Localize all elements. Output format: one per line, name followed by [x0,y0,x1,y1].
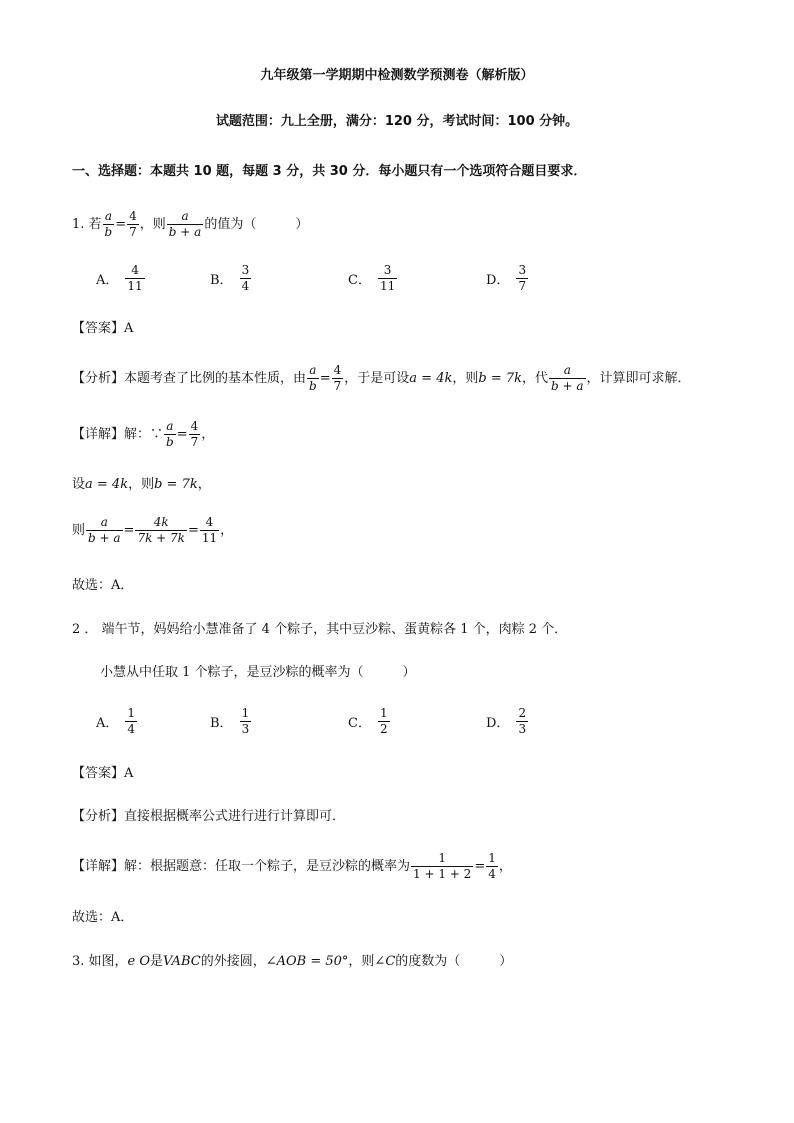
q2-detail: 【详解】 解：根据题意：任取一个粽子，是豆沙粽的概率为 $\frac{1}{1 + 1 + 2}$ = $\frac{1}{4}$ ， [72,851,512,881]
q2-answer: 【答案】 A [72,766,134,781]
page-title: 九年级第一学期期中检测数学预测卷（解析版） [260,68,534,83]
q1-choose: 故选：A． [72,578,134,593]
q2-option-a[interactable]: A． $\frac{1}{4}$ [96,706,136,736]
q1-stem: 1. 若 $\frac{a}{b}$ = $\frac{4}{7}$ ，则 $\frac{a}{b + a}$ 的值为（ ） [72,209,309,239]
q3-stem: 3. 如图， e O 是 VABC 的外接圆， ∠AOB = 50° ，则 ∠C 的度数为（ ） [72,954,513,969]
q2-stem-line1: 2 ． 端午节，妈妈给小慧准备了 4 个粽子，其中豆沙粽、蛋黄粽各 1 个，肉粽 2 个． [72,622,568,637]
section-heading: 一、选择题：本题共 10 题，每题 3 分，共 30 分．每小题只有一个选项符合题目要求． [72,164,587,179]
q1-step-1: 设 a = 4k ，则 b = 7k ， [72,477,211,492]
triangle-abc-symbol: VABC [163,954,201,969]
q1-step-2: 则 $\frac{a}{b + a}$ = $\frac{4k}{7k + 7k}$ = $\frac{4}{11}$ ， [72,515,234,545]
q1-given-lhs: $\frac{a}{b}$ [104,209,113,239]
q2-stem-line2: 小慧从中任取 1 个粽子，是豆沙粽的概率为（ ） [100,665,416,680]
q1-option-d[interactable]: D． $\frac{3}{7}$ [486,263,527,293]
q1-target-expression: $\frac{a}{b + a}$ [168,209,202,239]
q1-answer: 【答案】 A [72,321,134,336]
q1-number: 1. 若 [72,216,102,232]
q2-analysis: 【分析】 直接根据概率公式进行进行计算即可． [72,809,346,824]
q2-option-c[interactable]: C． $\frac{1}{2}$ [348,706,388,736]
q1-option-c[interactable]: C． $\frac{3}{11}$ [348,263,396,293]
q2-option-d[interactable]: D． $\frac{2}{3}$ [486,706,527,736]
circle-o-symbol: e O [127,954,151,969]
q1-analysis: 【分析】 本题考查了比例的基本性质，由 $\frac{a}{b}$ = $\frac{4}{7}$ ，于是可设 a = 4k ，则 b = 7k ，代 $\frac{a}{b + a}$ ，计算即可求解． [72,363,691,393]
q1-option-a[interactable]: A． $\frac{4}{11}$ [96,263,143,293]
q1-option-b[interactable]: B． $\frac{3}{4}$ [210,263,250,293]
q1-given-rhs: $\frac{4}{7}$ [129,209,137,239]
q2-choose: 故选：A． [72,910,134,925]
q2-option-b[interactable]: B． $\frac{1}{3}$ [210,706,250,736]
q1-detail: 【详解】 解：∵ $\frac{a}{b}$ = $\frac{4}{7}$ ， [72,419,215,449]
exam-scope: 试题范围：九上全册，满分：120 分，考试时间：100 分钟。 [215,114,579,129]
